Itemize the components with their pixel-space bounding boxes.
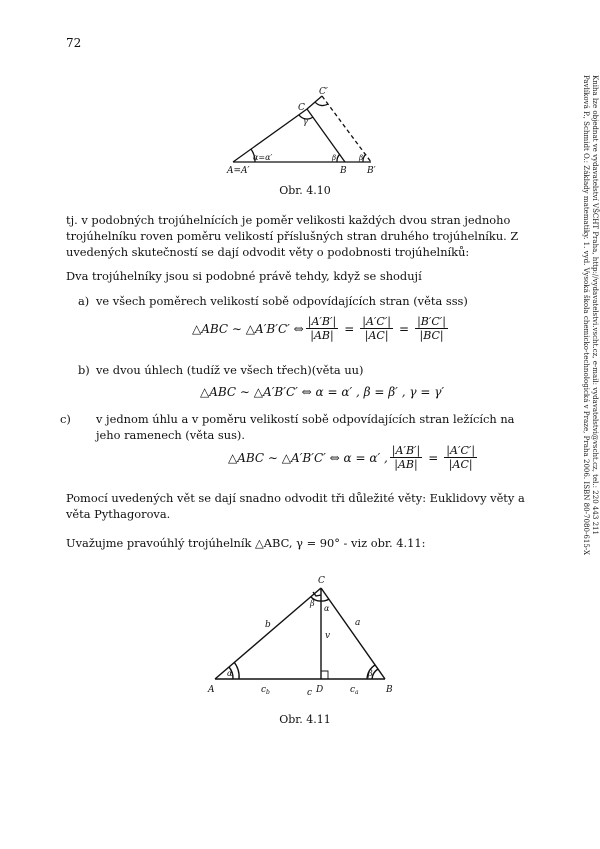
label-b: B	[340, 166, 347, 176]
fraction-c2-numerator: |A′C′|	[446, 444, 476, 457]
paragraph-2: Dva trojúhelníky jsou si podobné právě tehdy, když se shodují	[66, 269, 422, 283]
fraction-3-denominator: |BC|	[419, 329, 444, 342]
list-item-a	[78, 293, 538, 309]
side-ac-extension	[307, 96, 322, 109]
alpha-arc	[234, 662, 239, 679]
paragraph-3: Pomocí uvedených vět se dají snadno odvodit tři důležité věty: Euklidovy věty a věta Pythagorova.	[66, 491, 525, 522]
label-b: b	[265, 620, 271, 630]
formula-b: △ABC ∼ △A′B′C′ ⇔ α = α′ , β = β′ , γ = γ′	[200, 385, 445, 399]
item-c-text: v jednom úhlu a v poměru velikostí sobě odpovídajících stran ležících na jeho ramenech (věta sus).	[96, 412, 515, 443]
formula-c	[228, 444, 479, 471]
beta-arc	[337, 154, 340, 162]
label-alpha-top: α	[324, 604, 330, 613]
paragraph-4: Uvažujme pravoúhlý trojúhelník △ABC, γ = 90° - viz obr. 4.11:	[66, 536, 426, 550]
equals-sign: =	[344, 321, 355, 336]
fraction-3	[415, 315, 448, 342]
label-c-vertex: C	[318, 576, 325, 586]
label-c-prime: C′	[319, 87, 328, 97]
label-a-vertex: A	[208, 685, 215, 695]
item-b-label: b)	[78, 363, 90, 377]
label-beta: β	[332, 154, 337, 162]
label-beta-top: β	[310, 599, 315, 608]
figure-4-10	[225, 85, 385, 180]
item-b-text: ve dvou úhlech (tudíž ve všech třech)(věta uu)	[96, 363, 364, 377]
right-angle-mark-d	[321, 671, 328, 679]
equals-sign: =	[428, 450, 439, 465]
list-item-c	[60, 411, 538, 443]
label-b-vertex: B	[386, 685, 393, 695]
fraction-c2-denominator: |AC|	[448, 458, 473, 471]
label-alpha: α=α′	[253, 153, 273, 162]
fraction-3-numerator: |B′C′|	[417, 315, 447, 328]
figure-4-11-caption: Obr. 4.11	[279, 713, 331, 726]
fraction-1	[306, 315, 338, 342]
side-note-svg	[578, 75, 599, 635]
fraction-2-numerator: |A′C′|	[362, 315, 392, 328]
right-angle-mark	[313, 592, 321, 596]
beta-arc-inner	[372, 669, 378, 679]
side-note-line-1: Pavlíková P., Schmidt O.: Základy matematiky. 1. vyd. Vysoká škola chemicko-technologická v Praze, Praha 2006. ISBN 80-7080-615-X	[582, 75, 590, 551]
label-a: A=A′	[227, 166, 250, 176]
item-a-text: ve všech poměrech velikostí sobě odpovídajících stran (věta sss)	[96, 294, 468, 308]
label-alpha: α	[227, 669, 233, 678]
label-c: C	[298, 103, 305, 113]
label-v: v	[325, 631, 331, 641]
formula-a-lhs: △ABC ∼ △A′B′C′ ⇔	[192, 321, 304, 336]
page-number: 72	[66, 36, 82, 50]
fraction-2	[360, 315, 393, 342]
leg-a	[321, 588, 385, 679]
side-cpbp-dashed	[322, 96, 371, 162]
list-item-b	[78, 362, 538, 378]
fraction-1-denominator: |AB|	[310, 329, 334, 342]
fraction-c2	[444, 444, 477, 471]
equals-sign: =	[399, 321, 410, 336]
label-beta: β	[368, 669, 373, 678]
label-gamma: γ	[303, 117, 308, 126]
item-c-label: c)	[60, 412, 71, 426]
label-d: D	[316, 685, 324, 695]
item-a-label: a)	[78, 294, 90, 308]
side-note	[578, 75, 599, 635]
label-beta-prime: β	[359, 154, 364, 162]
formula-c-lhs: △ABC ∼ △A′B′C′ ⇔ α = α′ ,	[228, 450, 388, 465]
formula-a	[192, 315, 450, 342]
side-note-line-2: Kniha lze objednat ve vydavatelství VŠCHT Praha, http://vydavatelstvi.vscht.cz, e-mail: vydavatelstvi@vscht.cz, tel.: 220 443 211	[591, 75, 599, 533]
label-cb: $c_b$	[261, 685, 270, 696]
fraction-2-denominator: |AC|	[364, 329, 389, 342]
figure-4-11	[205, 570, 405, 700]
fraction-c1-numerator: |A′B′|	[391, 444, 421, 457]
fraction-c1	[390, 444, 422, 471]
label-ca: $c_a$	[350, 685, 359, 696]
beta-prime-arc	[363, 154, 366, 162]
fraction-c1-denominator: |AB|	[394, 458, 418, 471]
label-a: a	[355, 618, 361, 628]
paragraph-1: tj. v podobných trojúhelnících je poměr velikosti každých dvou stran jednoho trojúhelníku roven poměru velikostí příslušných stran druhého trojúhelníku. Z uvedených skutečností se dají odvodit věty o podobnosti trojúhelníků:	[66, 213, 519, 260]
label-b-prime: B′	[367, 166, 376, 176]
fraction-1-numerator: |A′B′|	[307, 315, 337, 328]
label-c: c	[307, 688, 313, 698]
leg-b	[215, 588, 321, 679]
figure-4-10-caption: Obr. 4.10	[279, 184, 331, 197]
alpha-arc-top	[321, 599, 329, 601]
